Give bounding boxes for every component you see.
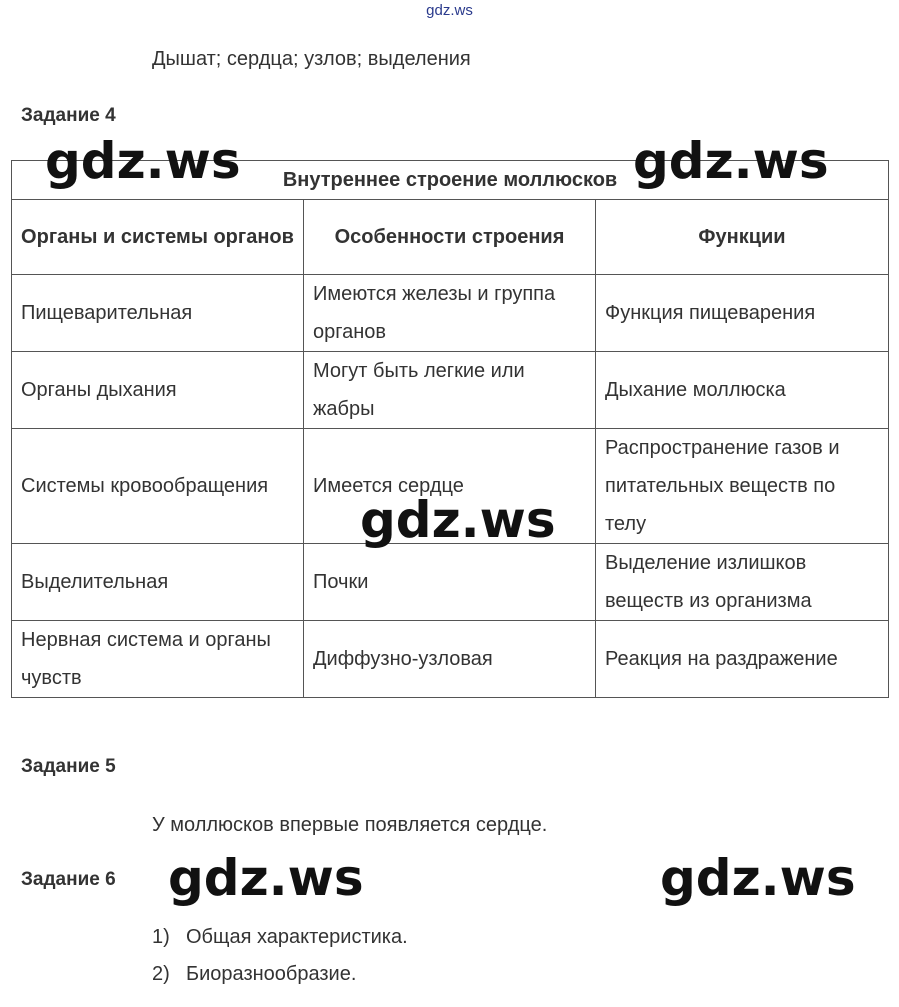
mollusk-structure-table [11,160,889,698]
column-header-functions: Функции [596,200,889,275]
list-item-text: Биоразнообразие. [186,963,357,985]
heading-task5: Задание 5 [21,756,116,777]
table-caption: Внутреннее строение моллюсков [12,161,889,200]
table-row [12,544,889,621]
watermark: gdz.ws [168,849,364,907]
table-cell: Пищеварительная [12,275,304,352]
watermark: gdz.ws [360,491,556,549]
table-cell: Органы дыхания [12,352,304,429]
table-cell: Имеются железы и группа органов [304,275,596,352]
table-cell: Диффузно-узловая [304,621,596,698]
table-row [12,352,889,429]
site-mark: gdz.ws [426,2,473,19]
column-header-features: Особенности строения [304,200,596,275]
list-item-number: 2) [152,963,170,985]
table-cell: Могут быть легкие или жабры [304,352,596,429]
list-item [152,926,408,949]
list-item [152,963,356,986]
table-cell: Выделение излишков веществ из организма [596,544,889,621]
table-row [12,621,889,698]
watermark: gdz.ws [45,132,241,190]
list-item-number: 1) [152,926,170,948]
list-item-text: Общая характеристика. [186,926,408,948]
table-cell: Почки [304,544,596,621]
table-cell: Распространение газов и питательных веществ по телу [596,429,889,544]
table-cell: Функция пищеварения [596,275,889,352]
table-cell: Нервная система и органы чувств [12,621,304,698]
answer-task3: Дышат; сердца; узлов; выделения [152,48,471,70]
table-cell: Реакция на раздражение [596,621,889,698]
table-cell: Дыхание моллюска [596,352,889,429]
heading-task6: Задание 6 [21,869,116,890]
answer-task5: У моллюсков впервые появляется сердце. [152,814,548,836]
watermark: gdz.ws [633,132,829,190]
watermark: gdz.ws [660,849,856,907]
column-header-organs: Органы и системы органов [12,200,304,275]
table-cell: Системы кровообращения [12,429,304,544]
table-cell: Имеется сердце [304,429,596,544]
table-cell: Выделительная [12,544,304,621]
table-row [12,275,889,352]
heading-task4: Задание 4 [21,105,116,126]
